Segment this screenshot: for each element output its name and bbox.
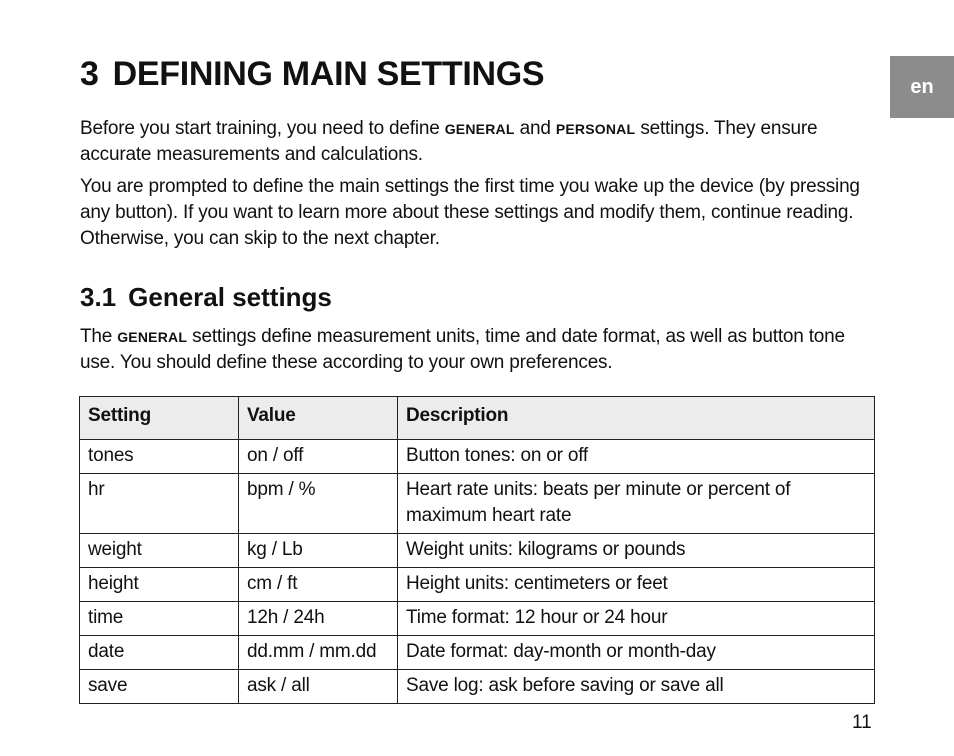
setting-cell: date — [80, 636, 239, 670]
description-cell: Date format: day-month or month-day — [398, 636, 875, 670]
setting-cell: save — [80, 670, 239, 704]
setting-cell: hr — [80, 474, 239, 534]
section-number: 3.1 — [80, 282, 117, 312]
setting-cell: weight — [80, 534, 239, 568]
general-term: GENERAL — [444, 121, 515, 137]
description-cell: Time format: 12 hour or 24 hour — [398, 602, 875, 636]
general-settings-table — [79, 396, 875, 704]
intro-text-end: settings. They ensure accurate measurements and calculations. — [80, 118, 818, 165]
section-paragraph — [80, 324, 876, 376]
value-cell: ask / all — [239, 670, 398, 704]
header-value: Value — [239, 397, 398, 440]
table-row — [80, 440, 875, 474]
chapter-number: 3 — [80, 55, 99, 93]
value-cell: kg / Lb — [239, 534, 398, 568]
page-content — [80, 52, 876, 376]
intro-text-start: Before you start training, you need to define — [80, 118, 445, 139]
description-cell: Save log: ask before saving or save all — [398, 670, 875, 704]
table-row — [80, 534, 875, 568]
section-text-start: The — [80, 326, 118, 347]
section-text-end: settings define measurement units, time and date format, as well as button tone use. You should define these according to your own preferences. — [80, 326, 845, 373]
section-title: General settings — [128, 282, 332, 312]
value-cell: bpm / % — [239, 474, 398, 534]
page-number: 11 — [852, 712, 872, 733]
chapter-heading — [80, 52, 876, 96]
table-row — [80, 602, 875, 636]
value-cell: 12h / 24h — [239, 602, 398, 636]
header-description: Description — [398, 397, 875, 440]
value-cell: on / off — [239, 440, 398, 474]
description-cell: Weight units: kilograms or pounds — [398, 534, 875, 568]
intro-text-and: and — [514, 118, 556, 139]
table-row — [80, 568, 875, 602]
description-cell: Heart rate units: beats per minute or percent of maximum heart rate — [398, 474, 875, 534]
setting-cell: tones — [80, 440, 239, 474]
value-cell: dd.mm / mm.dd — [239, 636, 398, 670]
table-row — [80, 670, 875, 704]
general-term-2: GENERAL — [117, 329, 188, 345]
chapter-title: DEFINING MAIN SETTINGS — [112, 55, 545, 93]
language-tab: en — [890, 56, 954, 118]
intro-paragraph-2: You are prompted to define the main settings the first time you wake up the device (by pressing any button). If you want to learn more about these settings and modify them, continue reading. Otherwise, you can skip to the next chapter. — [80, 176, 860, 249]
table-row — [80, 636, 875, 670]
value-cell: cm / ft — [239, 568, 398, 602]
table-row — [80, 474, 875, 534]
setting-cell: height — [80, 568, 239, 602]
table-header-row — [80, 397, 875, 440]
setting-cell: time — [80, 602, 239, 636]
description-cell: Height units: centimeters or feet — [398, 568, 875, 602]
section-heading — [80, 280, 876, 314]
personal-term: PERSONAL — [555, 121, 636, 137]
header-setting: Setting — [80, 397, 239, 440]
intro-paragraph-1 — [80, 116, 876, 168]
description-cell: Button tones: on or off — [398, 440, 875, 474]
